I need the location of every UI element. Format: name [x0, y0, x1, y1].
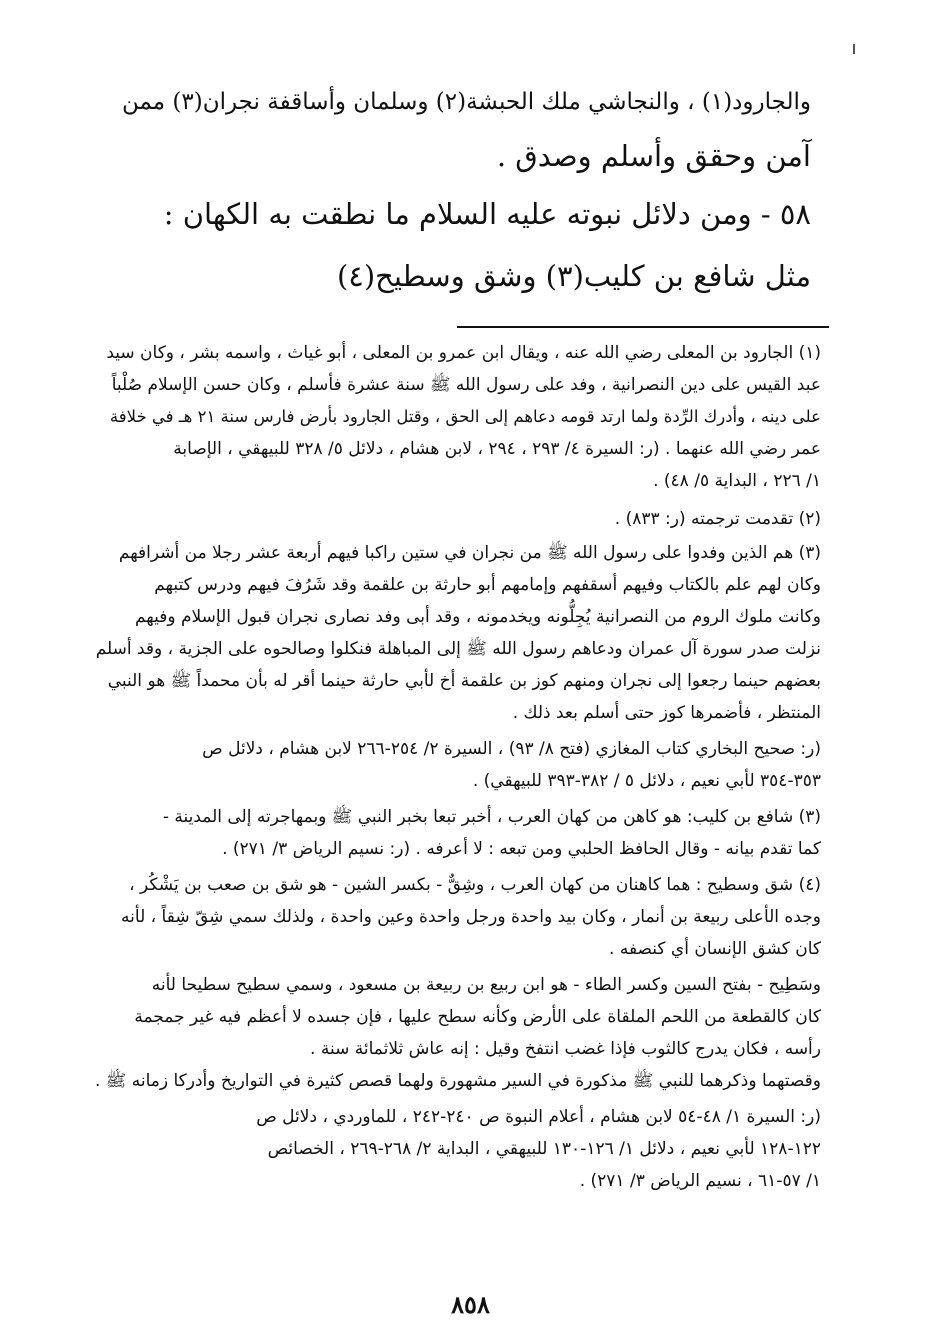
- footnote-line: (١) الجارود بن المعلى رضي الله عنه ، ويقال ابن عمرو بن المعلى ، أبو غياث ، واسمه بشر ، وكان سيد: [106, 343, 821, 363]
- footnote-line: كما تقدم بيانه - وقال الحافظ الحلبي ومن تبعه : لا أعرفه . (ر: نسيم الرياض ٣/ ٢٧١) .: [222, 839, 821, 859]
- footnote-line: (ر: السيرة ١/ ٤٨-٥٤ لابن هشام ، أعلام النبوة ص ٢٤٠-٢٤٢ ، للماوردي ، دلائل ص: [256, 1107, 821, 1127]
- footnote-line: كان كشق الإنسان أي كنصفه .: [609, 939, 821, 959]
- footnote-line: (٤) شق وسطيح : هما كاهنان من كهان العرب ، وشِقٌّ - بكسر الشين - هو شق بن صعب بن يَشْكُر ،: [129, 875, 821, 895]
- footnote-line: على دينه ، وأدرك الرِّدة ولما ارتد قومه دعاهم إلى الحق ، وقتل الجارود بأرض فارس سنة ٢١ هـ في خلافة: [109, 407, 821, 426]
- body-line: ٥٨ - ومن دلائل نبوته عليه السلام ما نطقت به الكهان :: [163, 197, 811, 231]
- footnote-line: ١٢٢-١٢٨ لأبي نعيم ، دلائل ١/ ١٢٦-١٣٠ للبيهقي ، البداية ٢/ ٢٦٨-٢٦٩ ، الخصائص: [267, 1139, 821, 1159]
- footnote-line: ١/ ٢٢٦ ، البداية ٥/ ٤٨) .: [653, 471, 821, 491]
- footnote-line: ٣٥٣-٣٥٤ لأبي نعيم ، دلائل ٥ / ٣٨٢-٣٩٣ للبيهقي) .: [472, 771, 821, 791]
- footnote-line: عبد القيس على دين النصرانية ، وفد على رسول الله ﷺ سنة عشرة فأسلم ، وكان حسن الإسلام صُلْباً: [111, 375, 821, 395]
- footnote-line: (٣) هم الذين وفدوا على رسول الله ﷺ من نجران في ستين راكبا فيهم أربعة عشر رجلا من أشرافهم: [118, 543, 821, 563]
- body-line: آمن وحقق وأسلم وصدق .: [496, 139, 811, 173]
- footnote-divider: [457, 326, 829, 328]
- footnote-line: عمر رضي الله عنهما . (ر: السيرة ٤/ ٢٩٣ ، ٢٩٤ ، لابن هشام ، دلائل ٥/ ٣٢٨ للبيهقي ، الإصابة: [173, 439, 821, 459]
- footnote-line: وكان لهم علم بالكتاب وفيهم أسقفهم وإمامهم أبو حارثة بن علقمة وقد شَرُفَ فيهم ودرس كتبهم: [154, 575, 821, 595]
- footnote-line: (٣) شافع بن كليب: هو كاهن من كهان العرب ، أخبر تبعا بخبر النبي ﷺ وبمهاجرته إلى المدينة -: [162, 807, 821, 827]
- footnote-line: (٢) تقدمت ترجمته (ر: ٨٣٣) .: [614, 509, 821, 529]
- footnote-line: بعضهم حينما رجعوا إلى نجران ومنهم كوز بن علقمة أخ لأبي حارثة حينما أقر له بأن محمداً ﷺ هو النبي: [107, 671, 821, 691]
- body-line: والجارود(١) ، والنجاشي ملك الحبشة(٢) وسلمان وأساقفة نجران(٣) ممن: [121, 89, 811, 115]
- footnote-line: وقصتهما وذكرهما للنبي ﷺ مذكورة في السير مشهورة ولهما قصص كثيرة في التواريخ وأدركا زمانه ﷺ .: [95, 1071, 821, 1091]
- footnote-line: (ر: صحيح البخاري كتاب المغازي (فتح ٨/ ٩٣) ، السيرة ٢/ ٢٥٤-٢٦٦ لابن هشام ، دلائل ص: [202, 739, 821, 759]
- footnote-line: نزلت صدر سورة آل عمران ودعاهم رسول الله ﷺ إلى المباهلة فنكلوا وصالحوه على الجزية ، وقد أسلم: [95, 639, 821, 659]
- margin-mark: [853, 44, 855, 54]
- body-line: مثل شافع بن كليب(٣) وشق وسطيح(٤): [336, 259, 811, 293]
- footnote-line: كان كالقطعة من اللحم الملقاة على الأرض وكأنه سطح عليها ، فإن جسده لا أعظم فيه غير جمجمة: [134, 1007, 821, 1027]
- footnote-line: وجده الأعلى ربيعة بن أنمار ، وكان بيد واحدة ورجل واحدة وعين واحدة ، ولذلك سمي شِقّ شِقاً ، لأنه: [121, 907, 821, 927]
- footnote-line: وسَطِيح - بفتح السين وكسر الطاء - هو ابن ربيع بن ربيعة بن مسعود ، وسمي سطيح سطيحا لأنه: [151, 975, 821, 995]
- page-number: ٨٥٨: [451, 1290, 490, 1319]
- footnote-line: ١/ ٥٧-٦١ ، نسيم الرياض ٣/ ٢٧١) .: [579, 1171, 821, 1191]
- footnote-line: رأسه ، فكان يدرج كالثوب فإذا غضب انتفخ وقيل : إنه عاش ثلاثمائة سنة .: [310, 1039, 821, 1059]
- footnote-line: وكانت ملوك الروم من النصرانية يُجِلُّونه ويخدمونه ، وقد أبى وفد نصارى نجران قبول الإسلام وفيهم: [134, 607, 821, 627]
- footnote-line: المنتظر ، فأضمرها كوز حتى أسلم بعد ذلك .: [512, 703, 821, 723]
